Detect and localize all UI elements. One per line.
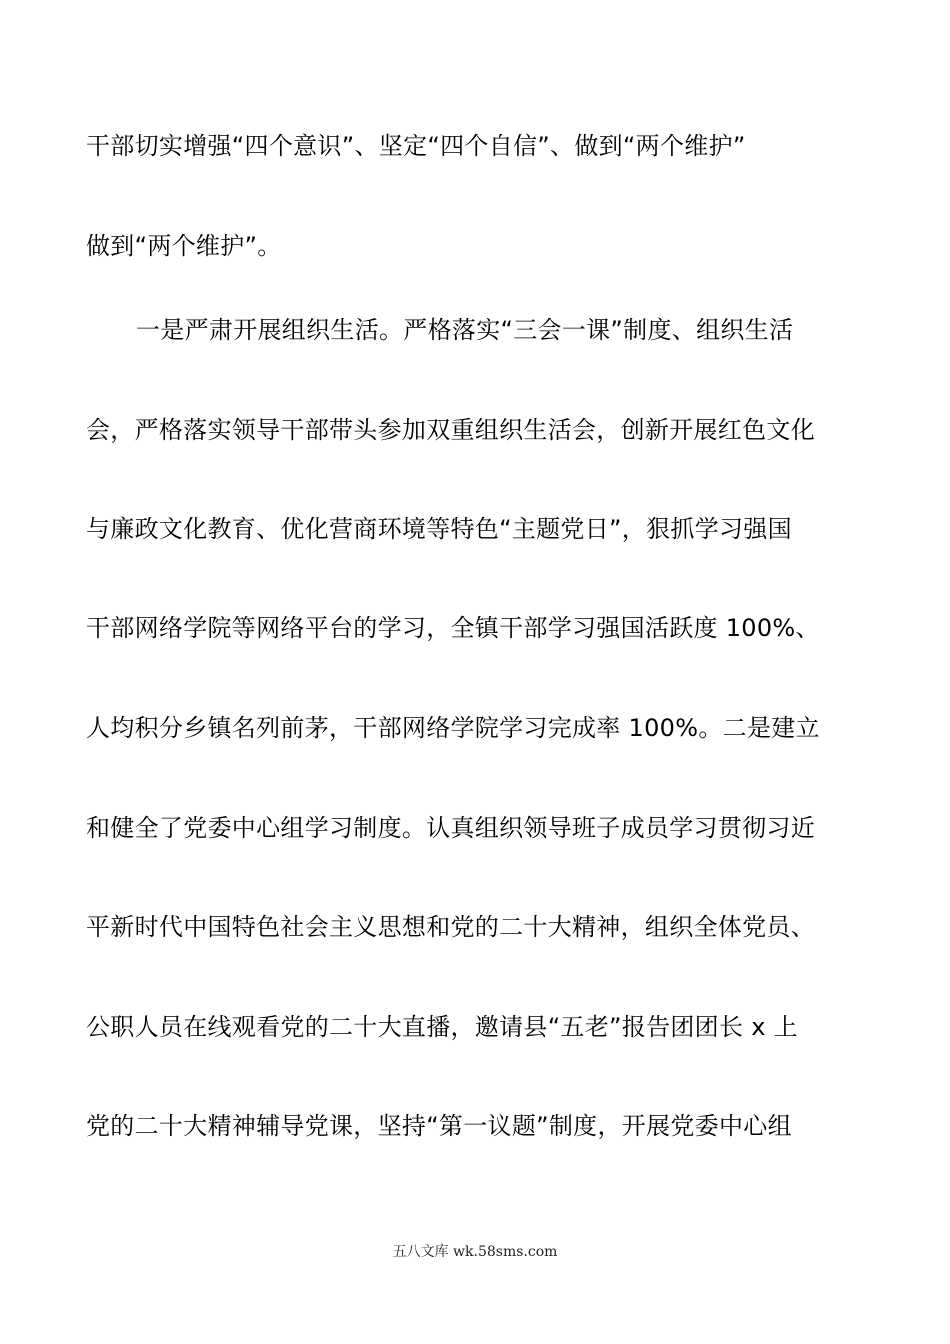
body-text-line: 党的二十大精神辅导党课，坚持“第一议题”制度，开展党委中心组 <box>86 1112 792 1140</box>
paragraph-start-line: 一是严肃开展组织生活。严格落实“三会一课”制度、组织生活 <box>136 316 794 344</box>
body-text-line: 和健全了党委中心组学习制度。认真组织领导班子成员学习贯彻习近 <box>86 814 815 842</box>
body-text-line: 人均积分乡镇名列前茅，干部网络学院学习完成率 100%。二是建立 <box>86 714 820 742</box>
body-text-line: 平新时代中国特色社会主义思想和党的二十大精神，组织全体党员、 <box>86 913 815 941</box>
body-text-line: 会，严格落实领导干部带头参加双重组织生活会，创新开展红色文化 <box>86 416 815 444</box>
footer-watermark: 五八文库 wk.58sms.com <box>392 1244 558 1260</box>
body-text-line: 公职人员在线观看党的二十大直播，邀请县“五老”报告团团长 x 上 <box>86 1013 798 1041</box>
body-text-line: 干部切实增强“四个意识”、坚定“四个自信”、做到“两个维护” <box>86 132 746 160</box>
body-text-line: 干部网络学院等网络平台的学习，全镇干部学习强国活跃度 100%、 <box>86 614 820 642</box>
body-text-line: 与廉政文化教育、优化营商环境等特色“主题党日”，狠抓学习强国 <box>86 515 792 543</box>
body-text-line: 做到“两个维护”。 <box>86 232 282 260</box>
